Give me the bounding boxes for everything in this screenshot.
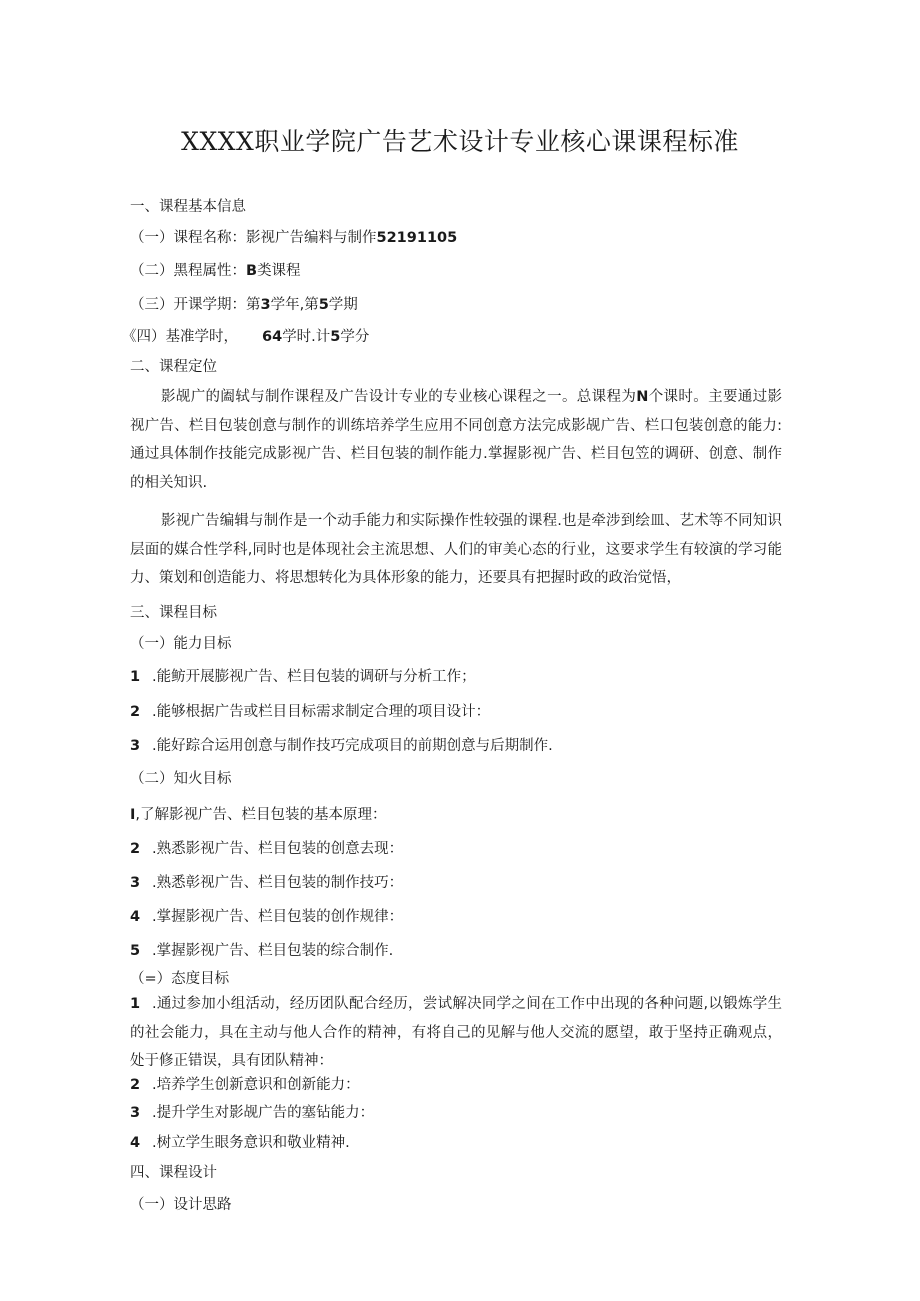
item-number: 5: [130, 943, 141, 959]
design-heading: （一）设计思路: [130, 1197, 232, 1213]
item-text: .提升学生对影觇广告的塞钻能力：: [152, 1105, 375, 1121]
section-2-heading: 二、课程定位: [130, 359, 217, 375]
item-number: 2: [130, 1077, 141, 1093]
item-number: 1: [130, 996, 141, 1012]
document-title: XXXX职业学院广告艺术设计专业核心课课程标准: [181, 127, 739, 156]
item-text: .掌握影视广告、栏目包装的创作规律：: [152, 909, 404, 925]
course-hours-end: 学分: [340, 329, 370, 345]
course-hours-value: 64: [262, 329, 283, 345]
attitude-heading: （=）态度目标: [130, 971, 230, 987]
p1-text-b: 个课时。主要通过影视广告、栏目包装创意与制作的训练培养学生应用不同创意方法完成影觇广告、栏口包装创意的能力:通过具体制作技能完成影视广告、栏目包装的制作能力.掌握影视广告、栏目包笠的调研、创意、制作的相关知识.: [130, 389, 783, 491]
item-number: 4: [130, 1135, 141, 1151]
item-number: I: [130, 807, 136, 823]
item-text: .树立学生眼务意识和敬业精神.: [152, 1135, 350, 1151]
ability-heading: （一）能力目标: [130, 636, 232, 652]
item-text: .能够根据广告或栏目目标需求制定合理的项目设计：: [152, 704, 491, 720]
item-text: .能好踪合运用创意与制作技巧完成项目的前期创意与后期制作.: [152, 738, 553, 754]
course-term-line: [130, 295, 358, 315]
course-term-sem: 5: [318, 297, 329, 313]
positioning-paragraph-1: [130, 383, 782, 497]
p1-text-a: 影觇广的阖轼与制作课程及广告设计专业的专业核心课程之一。总课程为: [161, 389, 637, 405]
section-1-heading: 一、课程基本信息: [130, 199, 246, 215]
section-4-heading: 四、课程设计: [130, 1165, 217, 1181]
item-text: .掌握影视广告、栏目包装的综合制作.: [152, 943, 394, 959]
item-number: 2: [130, 841, 141, 857]
item-text: .培养学生创新意识和创新能力：: [152, 1077, 360, 1093]
attitude-item: [130, 1133, 350, 1153]
course-attr-letter: B: [246, 263, 258, 279]
positioning-paragraph-2: 影视广告编辑与制作是一个动手能力和实际操作性较强的课程.也是牵涉到绘皿、艺术等不同知识层面的媒合性学科,同时也是体现社会主流思想、人们的审美心态的行业，这要求学生有较演的学习能力、策划和创造能力、将思想转化为具体形象的能力，还要具有把握时政的政治觉悟，: [130, 513, 782, 586]
item-text: ,了解影视广告、栏目包装的基本原理：: [135, 807, 387, 823]
item-number: 2: [130, 704, 141, 720]
course-hours-label: 《四）基准学时，: [122, 329, 238, 345]
attitude-item-1: [130, 990, 782, 1076]
attitude-item: [130, 1103, 374, 1123]
item-text: .能鲂开展膨视广告、栏目包装的调研与分析工作；: [152, 669, 476, 685]
course-credits-value: 5: [330, 329, 341, 345]
knowledge-item: [130, 907, 403, 927]
course-attr-rest: 类课程: [257, 263, 301, 279]
item-number: 4: [130, 909, 141, 925]
course-term-label: （三）开课学期：第: [130, 297, 261, 313]
course-term-year: 3: [260, 297, 271, 313]
knowledge-item: [130, 873, 403, 893]
item-number: 3: [130, 1105, 141, 1121]
knowledge-item: [130, 805, 387, 825]
course-code: 52191105: [376, 230, 458, 246]
item-text: .熟悉彰视广告、栏目包装的制作技巧：: [152, 875, 404, 891]
course-name-line: [130, 228, 457, 248]
knowledge-item: [130, 941, 393, 961]
item-number: 1: [130, 669, 141, 685]
section-3-heading: 三、课程目标: [130, 605, 217, 621]
course-term-mid: 学年,第: [270, 297, 319, 313]
item-text: .熟悉影视广告、栏目包装的创意去现：: [152, 841, 404, 857]
ability-item: [130, 667, 476, 687]
item-number: 3: [130, 875, 141, 891]
course-hours-mid: 学时.计: [282, 329, 331, 345]
item-text: .通过参加小组活动，经历团队配合经历，尝试解决同学之间在工作中出现的各种问题,以锻炼学生的社会能力，具在主动与他人合作的精神，有将自己的见解与他人交流的愿望，敢于坚持正确观点，处于修正错误，具有团队精神：: [130, 996, 782, 1069]
course-name-label: （一）课程名称：影视广告编料与制作: [130, 230, 377, 246]
item-number: 3: [130, 738, 141, 754]
ability-item: [130, 702, 490, 722]
knowledge-item: [130, 839, 403, 859]
course-attr-label: （二）黑程属性：: [130, 263, 246, 279]
knowledge-heading: （二）知火目标: [130, 771, 232, 787]
p1-n: N: [636, 389, 649, 405]
attitude-item: [130, 1075, 360, 1095]
course-attr-line: [130, 261, 301, 281]
course-hours-line: [122, 327, 369, 347]
ability-item: [130, 736, 553, 756]
course-term-end: 学期: [328, 297, 358, 313]
